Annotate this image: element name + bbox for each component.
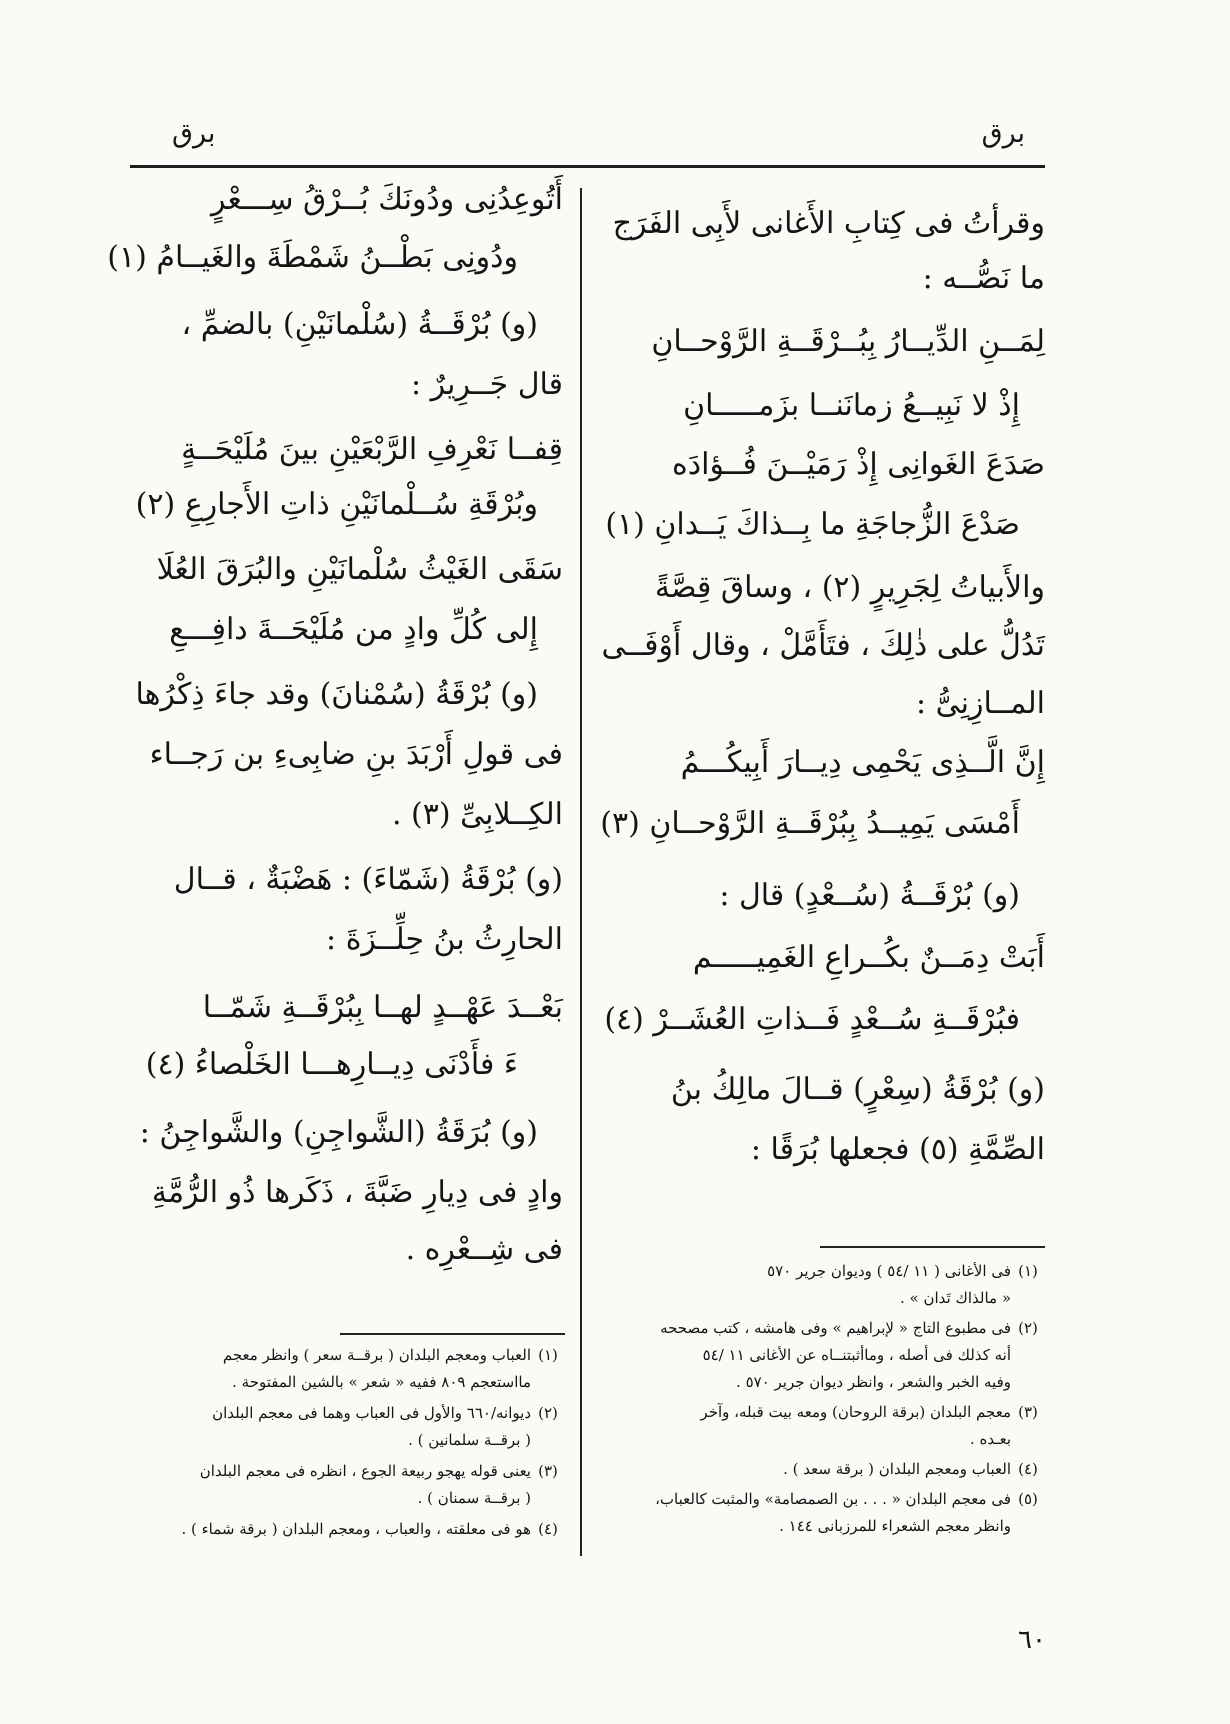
left-line: فى قولِ أَرْبَدَ بنِ ضابِىءِ بن رَجــاء xyxy=(149,737,563,772)
page-number: ٦٠ xyxy=(1018,1625,1046,1655)
footnote-text: ( برقــة سلمانين ) . xyxy=(408,1431,531,1449)
left-line: الحارِثُ بنُ حِلِّــزَةَ : xyxy=(326,922,563,957)
left-line: أَتُوعِدُنِى ودُونَكَ بُــرْقُ سِـــعْرٍ xyxy=(210,182,563,217)
footnote-line xyxy=(418,1489,565,1507)
left-line: (و) بُرْقَةُ (شَمّاءَ) : هَضْبَةٌ ، قــال xyxy=(173,862,563,897)
footnote-text: هو فى معلقته ، والعباب ، ومعجم البلدان ( برقة شماء ) . xyxy=(181,1520,531,1538)
footnote-line xyxy=(900,1289,1045,1307)
footnote-line xyxy=(779,1517,1045,1535)
left-line: قِفــا نَعْرِفِ الرَّبْعَيْنِ بينَ مُلَيْحَــةٍ xyxy=(181,432,563,467)
footnote-line xyxy=(181,1520,565,1538)
right-line: إِنَّ الَّــذِى يَحْمِى دِيــارَ أَبِيكُـــمُ xyxy=(680,745,1045,780)
running-header-left: برق xyxy=(172,118,216,149)
left-line: قال جَــرِيرٌ : xyxy=(410,367,563,402)
footnote-number: (١) xyxy=(1018,1262,1038,1280)
footnote-number: (٣) xyxy=(1018,1403,1038,1421)
right-line: (و) بُرْقَــةُ (سُــعْدٍ) قال : xyxy=(719,878,1020,913)
right-line: الصِّمَّةِ (٥) فجعلها بُرَقًا : xyxy=(750,1132,1045,1167)
left-line: (و) بُرْقَــةُ (سُلْمانَيْنِ) بالضمِّ ، xyxy=(181,307,538,342)
footnote-line xyxy=(655,1490,1045,1508)
footnote-line xyxy=(767,1262,1045,1280)
right-line: تَدُلُّ على ذٰلِكَ ، فتَأَمَّلْ ، وقال أَوْفَــى xyxy=(601,628,1045,663)
footnote-text: فى مطبوع التاج « لإبراهيم » وفى هامشه ، كتب مصححه xyxy=(660,1319,1011,1337)
footnote-text: فى معجم البلدان « . . . بن الصمصامة» والمثبت كالعباب، xyxy=(655,1490,1011,1508)
footnote-number: (٤) xyxy=(538,1520,558,1538)
left-line: ودُونِى بَطْــنُ شَمْطَةَ والغَيــامُ (١) xyxy=(107,240,518,275)
footnote-text: مااستعجم ٨٠٩ ففيه « شعر » بالشين المفتوحة . xyxy=(232,1373,531,1391)
footnote-text: وفيه الخبر والشعر ، وانظر ديوان جرير ٥٧٠ . xyxy=(736,1373,1011,1391)
right-line: إِذْ لا نَبِيــعُ زمانَنــا بزَمـــــانِ xyxy=(683,388,1020,423)
right-line: صَدَعَ الغَوانِى إِذْ رَمَيْــنَ فُــؤادَه xyxy=(672,447,1045,482)
right-line: والأَبياتُ لِجَرِيرٍ (٢) ، وساقَ قِصَّةً xyxy=(654,570,1045,605)
right-line: المــازِنِىُّ : xyxy=(915,686,1045,721)
footnote-text: فى الأغانى ( ١١ /٥٤ ) وديوان جرير ٥٧٠ xyxy=(767,1262,1011,1280)
footnote-number: (٥) xyxy=(1018,1490,1038,1508)
left-line: وادٍ فى دِيارِ ضَبَّةَ ، ذَكَرها ذُو الرُّمَّةِ xyxy=(151,1175,563,1210)
right-line: ما نَصُّــه : xyxy=(922,261,1045,296)
footnote-text: بعـده . xyxy=(969,1430,1011,1448)
right-line: وقرأتُ فى كِتابِ الأَغانى لأَبِى الفَرَج xyxy=(612,206,1045,241)
footnote-text: ديوانه/٦٦٠ والأول فى العباب وهما فى معجم البلدان xyxy=(212,1404,531,1422)
footnote-line xyxy=(223,1346,565,1364)
footnote-text: العباب ومعجم البلدان ( برقة سعد ) . xyxy=(783,1460,1011,1478)
footnote-line xyxy=(408,1431,565,1449)
left-line: (و) بُرْقَةُ (سُمْنانَ) وقد جاءَ ذِكْرُها xyxy=(135,677,538,712)
column-separator xyxy=(580,188,582,1556)
footnote-rule-left xyxy=(340,1333,565,1335)
footnote-text: ( برقــة سمنان ) . xyxy=(417,1489,531,1507)
left-line: (و) بُرَقَةُ (الشَّواجِنِ) والشَّواجِنُ : xyxy=(139,1115,538,1150)
footnote-text: « مالذاك تَدان » . xyxy=(899,1289,1011,1307)
footnote-line xyxy=(736,1373,1045,1391)
footnote-line xyxy=(212,1404,565,1422)
footnote-text: أنه كذلك فى أصله ، وماأثبتنــاه عن الأغانى ١١ /٥٤ xyxy=(702,1346,1011,1364)
footnote-number: (١) xyxy=(538,1346,558,1364)
footnote-line xyxy=(703,1346,1045,1364)
right-line: (و) بُرْقَةُ (سِعْرٍ) قــالَ مالِكُ بنُ xyxy=(670,1072,1045,1107)
footnote-line xyxy=(970,1430,1045,1448)
footnote-text: معجم البلدان (برقة الروحان) ومعه بيت قبله، وآخر xyxy=(700,1403,1011,1421)
left-line: ءَ فأَدْنَى دِيــارِهـــا الخَلْصاءُ (٤) xyxy=(145,1047,518,1082)
footnote-rule-right xyxy=(820,1246,1045,1248)
header-rule xyxy=(130,165,1045,168)
right-line: فبُرْقَــةِ سُــعْدٍ فَــذاتِ العُشَــرْ (٤) xyxy=(604,1002,1020,1037)
footnote-text: يعنى قوله يهجو ربيعة الجوع ، انظره فى معجم البلدان xyxy=(199,1462,531,1480)
footnote-line xyxy=(700,1403,1045,1421)
right-line: أَمْسَى يَمِيــدُ بِبُرْقَــةِ الرَّوْحــانِ (٣) xyxy=(600,806,1020,841)
right-line: أَبَتْ دِمَــنٌ بكُــراعِ الغَمِيـــــم xyxy=(692,940,1045,975)
footnote-number: (٢) xyxy=(1018,1319,1038,1337)
right-line: لِمَــنِ الدِّيــارُ بِبُــرْقَــةِ الرَّوْحــانِ xyxy=(651,324,1045,359)
footnote-line xyxy=(200,1462,565,1480)
footnote-line xyxy=(660,1319,1045,1337)
left-line: بَعْــدَ عَهْــدٍ لهــا بِبُرْقَــةِ شَمّــا xyxy=(202,990,563,1025)
left-line: الكِــلابِىِّ (٣) . xyxy=(391,797,563,832)
footnote-text: وانظر معجم الشعراء للمرزبانى ١٤٤ . xyxy=(779,1517,1011,1535)
running-header-right: برق xyxy=(981,118,1025,149)
left-line: إِلى كُلِّ وادٍ من مُلَيْحَــةَ دافِـــعِ xyxy=(169,612,538,647)
footnote-number: (٤) xyxy=(1018,1460,1038,1478)
footnote-number: (٢) xyxy=(538,1404,558,1422)
footnote-text: العباب ومعجم البلدان ( برقــة سعر ) وانظر معجم xyxy=(222,1346,531,1364)
footnote-number: (٣) xyxy=(538,1462,558,1480)
left-line: سَقَى الغَيْثُ سُلْمانَيْنِ والبُرَقَ العُلَا xyxy=(156,552,563,587)
footnote-line xyxy=(783,1460,1045,1478)
footnote-line xyxy=(232,1373,565,1391)
left-line: فى شِــعْرِه . xyxy=(405,1232,563,1267)
left-line: وبُرْقَةِ سُــلْمانَيْنِ ذاتِ الأَجارِعِ (٢) xyxy=(135,487,538,522)
right-line: صَدْعَ الزُّجاجَةِ ما بِــذاكَ يَــدانِ (١) xyxy=(605,507,1020,542)
